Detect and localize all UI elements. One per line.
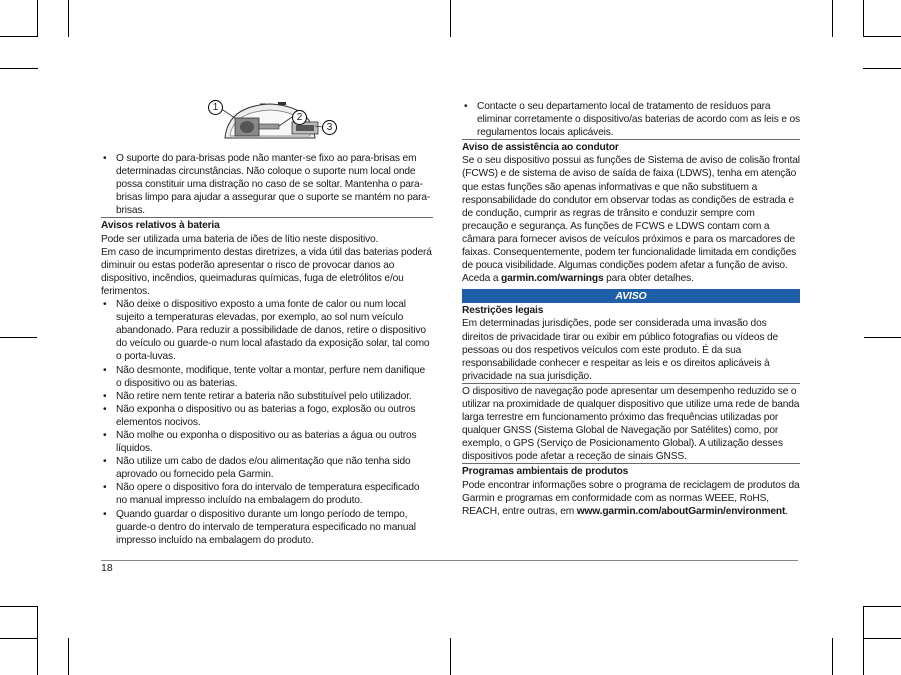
gnss-text: O dispositivo de navegação pode apresentar um desempenho reduzido se o utilizar na proximidade de qualquer dispositivo que utilize uma rede de banda larga terrestre em funcionamento próximo das frequências utilizadas por qualquer GNSS (Sistema Global de Navegação por Satélites) como, por exemplo, o GPS (Serviço de Posicionamento Global). A utilização desses dispositivos pode afetar a receção de sinais GNSS. <box>462 383 800 464</box>
battery-bullet: • Não molhe ou exponha o dispositivo ou as baterias a água ou outros líquidos. <box>101 429 433 455</box>
legal-heading: Restrições legais <box>462 305 544 317</box>
warnings-link[interactable]: garmin.com/warnings <box>501 273 604 285</box>
mount-bullets <box>101 152 433 217</box>
environment-heading: Programas ambientais de produtos <box>462 463 800 478</box>
environment-text: Pode encontrar informações sobre o programa de reciclagem de produtos da Garmin e programas em conformidade com as normas WEEE, RoHS, REACH, entre outras, em www.garmin.com/aboutGarmin/environment. <box>462 479 800 517</box>
battery-bullet: • Não utilize um cabo de dados e/ou alimentação que não tenha sido aprovado ou fornecido pela Garmin. <box>101 455 433 481</box>
bullet-disposal: • Contacte o seu departamento local de tratamento de resíduos para eliminar corretamente o dispositivo/as baterias de acordo com as leis e os regulamentos locais aplicáveis. <box>462 100 800 139</box>
battery-bullet: • Não desmonte, modifique, tente voltar a montar, perfure nem danifique o dispositivo ou as baterias. <box>101 364 433 390</box>
disposal-bullets <box>462 100 800 139</box>
battery-bullets <box>101 298 433 547</box>
aviso-banner: AVISO <box>462 289 800 303</box>
right-column <box>462 100 800 518</box>
battery-intro: Pode ser utilizada uma bateria de iões de lítio neste dispositivo. <box>101 233 379 245</box>
battery-heading: Avisos relativos à bateria <box>101 217 433 232</box>
driver-assist-text: Se o seu dispositivo possui as funções de Sistema de aviso de colisão frontal (FCWS) e de sistema de aviso de saída de faixa (LDWS), tenha em atenção que estas funções são apenas informativas e que não substituem a responsabilidade do condutor em observar todas as condições de estrada e de condução, cumprir as regras de trânsito e conduzir sempre com precaução e segurança. As funções de FCWS e LDWS contam com a câmara para fornecer avisos de veículos próximos e para os marcadores de faixas. Consequentemente, podem ter funcionalidade limitada em condições de pouca visibilidade. Algumas condições podem afetar a função de aviso. Aceda a garmin.com/warnings para obter detalhes. <box>462 155 800 285</box>
bullet-mount: • O suporte do para-brisas pode não manter-se fixo ao para-brisas em determinadas circunstâncias. Não coloque o suporte num local onde possa constituir uma distração no caso de se soltar. Mantenha o para-brisas limpo para ajudar a assegurar que o suporte se mantém no para-brisas. <box>101 152 433 217</box>
battery-bullet: • Não retire nem tente retirar a bateria não substituível pelo utilizador. <box>101 390 433 403</box>
callout-1: 1 <box>208 100 223 115</box>
callout-3: 3 <box>322 120 337 135</box>
battery-warning-text: Em caso de incumprimento destas diretrizes, a vida útil das baterias poderá diminuir ou estas poderão apresentar o risco de provocar danos ao dispositivo, incêndios, queimaduras químicas, fuga de eletrólitos e/ou ferimentos. <box>101 246 432 297</box>
environment-link[interactable]: www.garmin.com/aboutGarmin/environment <box>576 505 786 517</box>
battery-bullet: • Quando guardar o dispositivo durante um longo período de tempo, guarde-o dentro do intervalo de temperatura especificado no manual impresso incluído na embalagem do produto. <box>101 508 433 547</box>
left-column <box>101 152 433 547</box>
mount-figure <box>200 96 340 146</box>
driver-assist-heading: Aviso de assistência ao condutor <box>462 139 800 154</box>
callout-2: 2 <box>292 110 307 125</box>
legal-text: Em determinadas jurisdições, pode ser considerada uma invasão dos direitos de privacidade tirar ou exibir em público fotografias ou vídeos de pessoas ou dos respetivos veículos com este produto. É da sua responsabilidade conhecer e respeitar as leis e os direitos aplicáveis à privacidade na sua jurisdição. <box>462 318 779 382</box>
battery-bullet: • Não exponha o dispositivo ou as baterias a fogo, explosão ou outros elementos nocivos. <box>101 403 433 429</box>
battery-bullet: • Não opere o dispositivo fora do intervalo de temperatura especificado no manual impresso incluído na embalagem do produto. <box>101 481 433 507</box>
page-number: 18 <box>101 562 113 574</box>
footer-rule <box>101 560 798 561</box>
battery-bullet: • Não deixe o dispositivo exposto a uma fonte de calor ou num local sujeito a temperaturas elevadas, por exemplo, ao sol num veículo abandonado. Para reduzir a possibilidade de danos, retire o dispositivo do veículo ou guarde-o num local afastado da exposição solar, tal como o porta-luvas. <box>101 298 433 363</box>
